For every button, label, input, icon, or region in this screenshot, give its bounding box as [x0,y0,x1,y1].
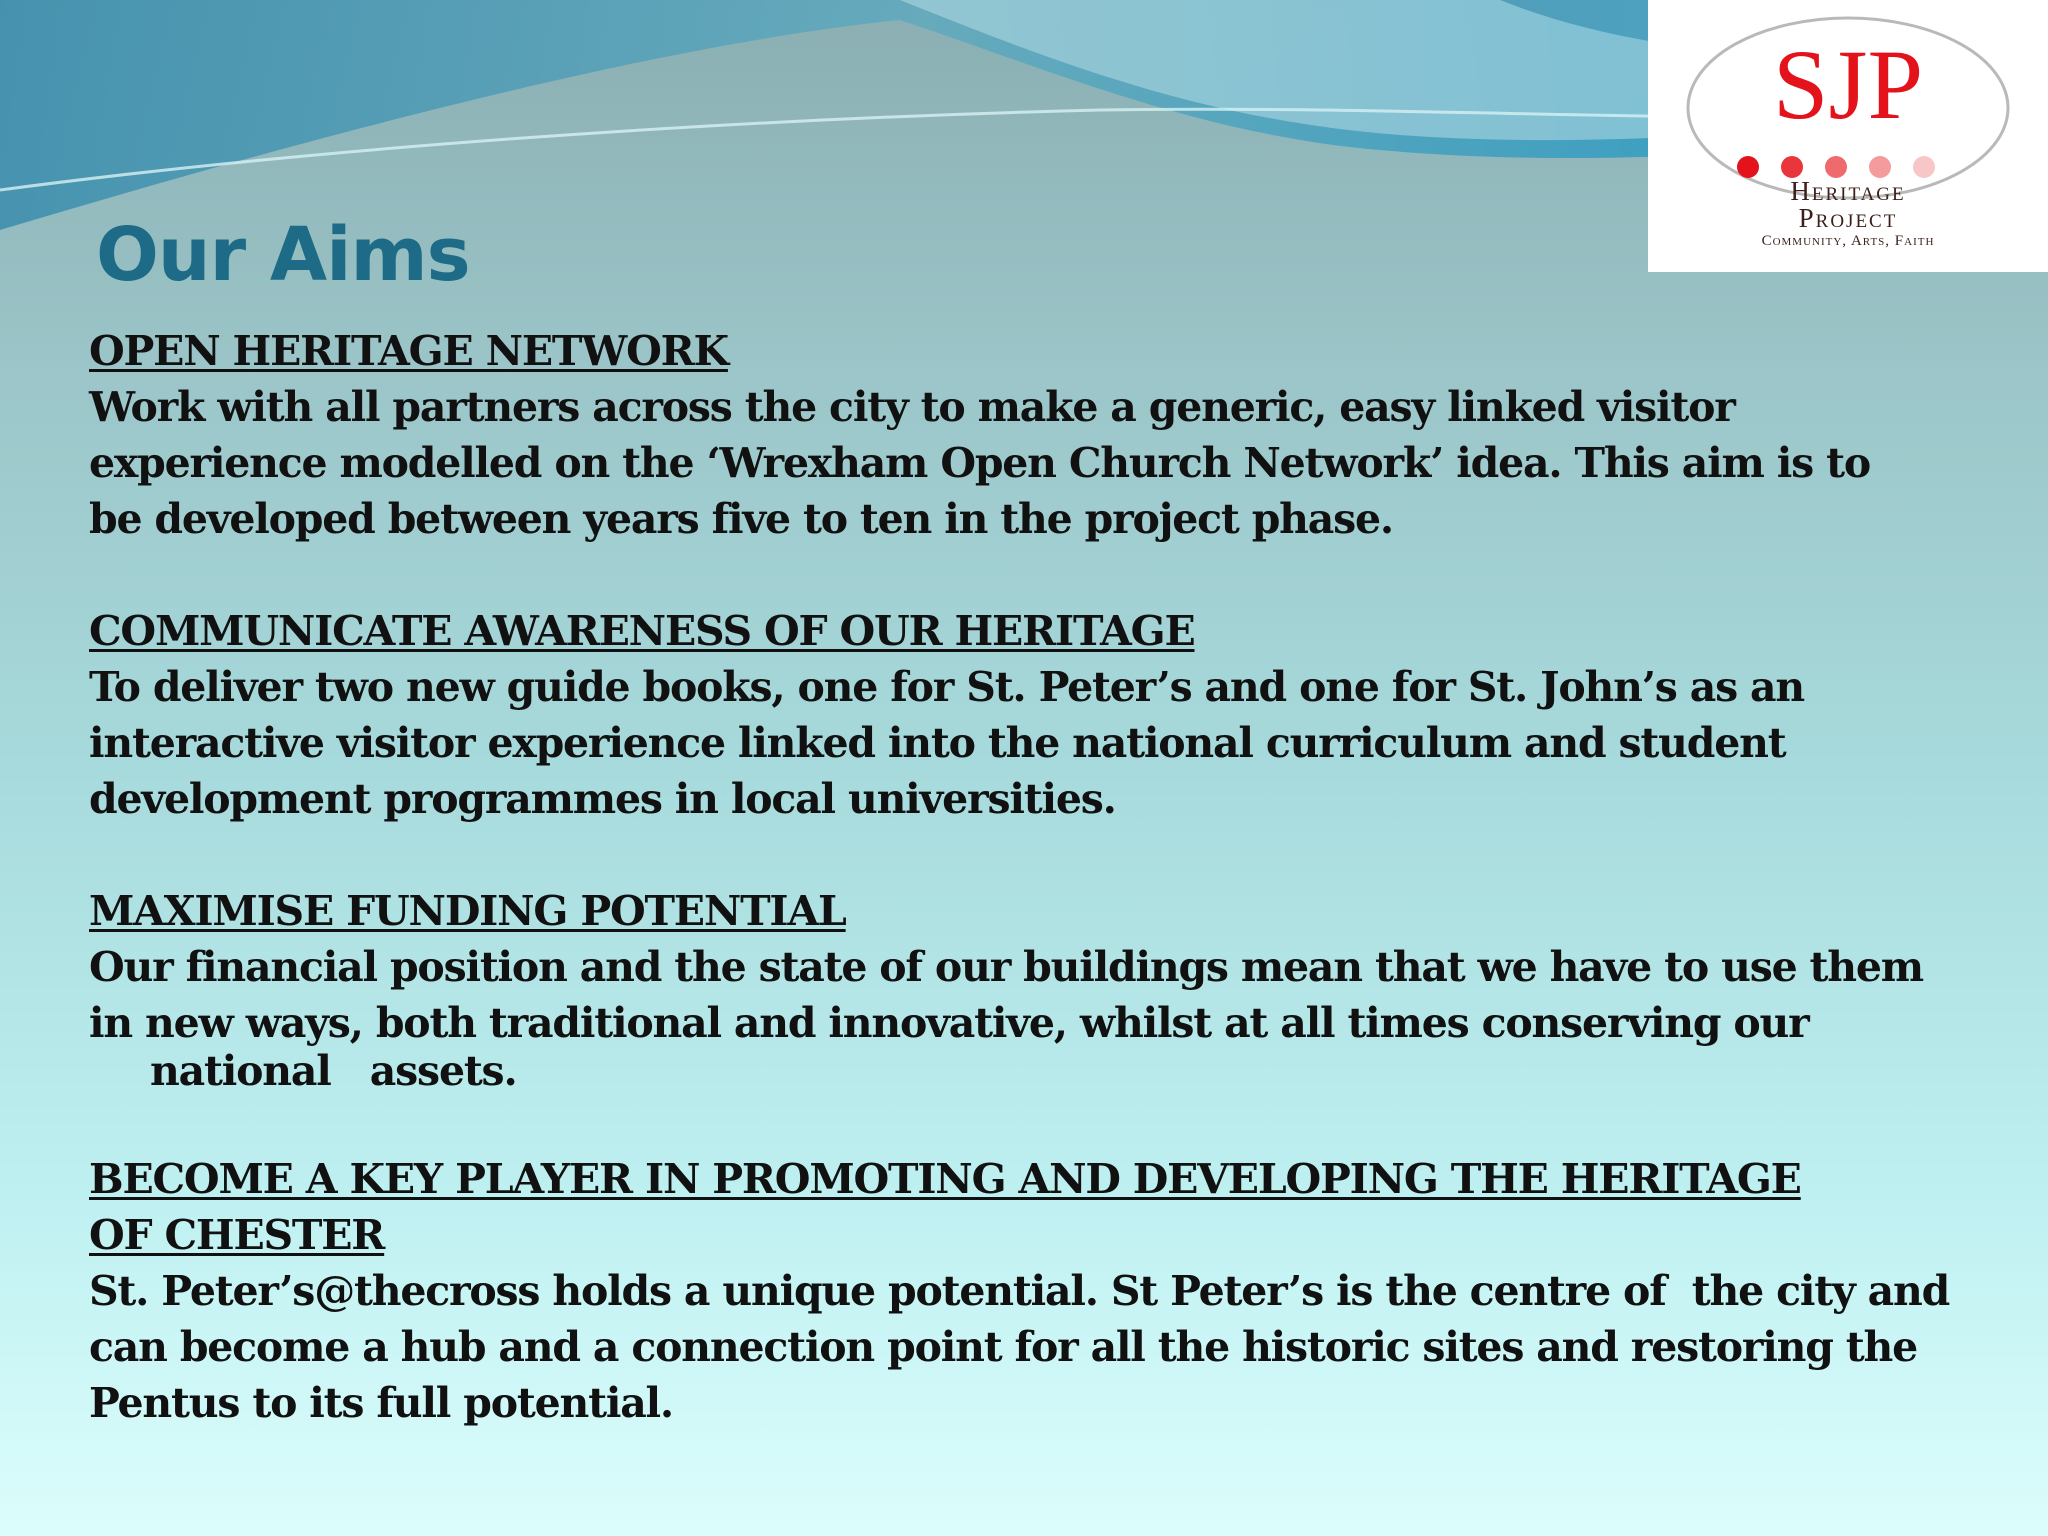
aim-section [89,323,1989,547]
logo-dot-5 [1913,156,1935,178]
logo-tagline: Community, Arts, Faith [1761,233,1935,249]
aim-body: To deliver two new guide books, one for St. Peter’s and one for St. John’s as an interactive visitor experience linked into the national curriculum and student development programmes in local universities. [89,663,1805,823]
logo-line-2: Project [1798,203,1898,233]
aim-body: Our financial position and the state of our buildings mean that we have to use them in new ways, both traditional and innovative, whilst at all times conserving our [89,943,1923,1047]
logo-dot-1 [1737,156,1759,178]
logo-dot-3 [1825,156,1847,178]
aim-section [89,603,1989,827]
aims-content [89,323,1989,1487]
logo-initials: SJP [1772,29,1924,140]
aim-section [89,1151,1989,1431]
page-title: Our Aims [96,212,470,298]
logo-dots [1737,156,1935,178]
aim-heading: OPEN HERITAGE NETWORK [89,327,728,375]
logo-dot-2 [1781,156,1803,178]
aim-body: Work with all partners across the city to make a generic, easy linked visitor experience modelled on the ‘Wrexham Open Church Network’ idea. This aim is to be developed between years five to ten in the project phase. [89,383,1870,543]
aim-heading: BECOME A KEY PLAYER IN PROMOTING AND DEVELOPING THE HERITAGE OF CHESTER [89,1155,1801,1259]
aim-heading: MAXIMISE FUNDING POTENTIAL [89,887,846,935]
aim-body: St. Peter’s@thecross holds a unique potential. St Peter’s is the centre of the city and can become a hub and a connection point for all the historic sites and restoring the Pentus to its full potential. [89,1267,1950,1427]
aim-body-continuation: national assets. [150,1047,517,1095]
aim-section [89,883,1989,1095]
sjp-logo [1648,0,2048,272]
logo-line-1: Heritage [1790,176,1906,206]
logo-graphic [1648,0,2048,272]
logo-dot-4 [1869,156,1891,178]
aim-heading: COMMUNICATE AWARENESS OF OUR HERITAGE [89,607,1195,655]
